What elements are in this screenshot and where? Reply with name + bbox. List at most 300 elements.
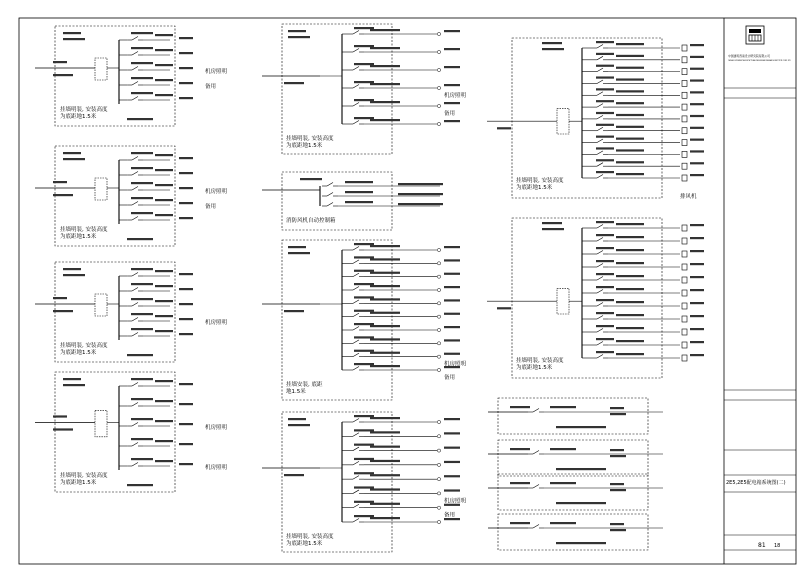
branch-breaker [348, 67, 364, 71]
cable-spec [370, 47, 400, 49]
breaker-blade [132, 288, 138, 292]
box-footnote [127, 354, 153, 356]
load-box-symbol [682, 225, 687, 231]
circuit-id [444, 447, 460, 449]
breaker-rating [354, 444, 374, 446]
cable-spec [616, 78, 644, 80]
load-box-symbol [682, 238, 687, 244]
circuit-label-lighting: 机房照明 [205, 189, 228, 195]
cable-spec [155, 400, 173, 402]
circuit-id [179, 318, 193, 320]
terminal-symbol [437, 315, 440, 318]
breaker-blade [597, 355, 603, 359]
breaker-rating [354, 296, 374, 298]
cable-spec [370, 517, 400, 519]
breaker-blade [353, 419, 359, 423]
circuit-id [179, 52, 193, 54]
circuit-label-spare: 备用 [444, 111, 456, 117]
cable-spec [616, 275, 644, 277]
terminal-symbol [437, 104, 440, 107]
box-rating [542, 48, 564, 50]
box-id [542, 222, 562, 224]
terminal-symbol [437, 355, 440, 358]
breaker-blade [132, 443, 138, 447]
breaker-blade [597, 251, 603, 255]
branch-breaker [592, 290, 608, 294]
branch-breaker [348, 353, 364, 357]
branch-breaker [592, 163, 608, 167]
breaker-rating [131, 212, 153, 214]
circuit-label-lighting: 机房照明 [444, 361, 467, 368]
box-install-note: 挂墙明装, 安装高度为底距地1.5米 [60, 227, 108, 240]
cable-spec [155, 420, 173, 422]
breaker-blade [353, 31, 359, 35]
feeder-spec [510, 522, 530, 524]
load-box-symbol [682, 57, 687, 63]
load-box-symbol [682, 175, 687, 181]
circuit-id [690, 354, 704, 356]
cable-spec [370, 417, 400, 419]
branch-breaker [348, 103, 364, 107]
branch-breaker [592, 115, 608, 119]
breaker-blade [353, 367, 359, 371]
breaker-rating [596, 351, 614, 353]
feeder-spec [497, 307, 511, 309]
breaker-blade [597, 151, 603, 155]
load-box-symbol [682, 116, 687, 122]
box-outline [498, 514, 648, 550]
circuit-id [444, 120, 460, 122]
breaker-blade [533, 451, 539, 455]
circuit-id [444, 102, 460, 104]
breaker-blade [132, 273, 138, 277]
box-outline [498, 398, 648, 434]
branch-breaker [592, 251, 608, 255]
cable-spec [155, 169, 173, 171]
breaker-rating [596, 53, 614, 55]
cable-spec [370, 119, 400, 121]
terminal-symbol [437, 328, 440, 331]
box-install-note: 挂墙明装, 安装高度为底距地1.5米 [286, 136, 334, 149]
terminal-symbol [437, 248, 440, 251]
breaker-rating [131, 47, 153, 49]
breaker-blade [353, 287, 359, 291]
breaker-rating [354, 45, 374, 47]
branch-breaker [127, 288, 143, 292]
breaker-blade [353, 490, 359, 494]
branch-breaker [127, 443, 143, 447]
cable-spec [155, 154, 173, 156]
meter-box [557, 108, 569, 134]
load-box-symbol [682, 104, 687, 110]
branch-breaker [592, 355, 608, 359]
circuit-id-2 [610, 455, 626, 457]
branch-breaker [592, 175, 608, 179]
branch-breaker [322, 203, 338, 207]
circuit-id [690, 150, 704, 152]
terminal-symbol [437, 32, 440, 35]
sheet-number: 81 [758, 542, 766, 549]
sheet-outer-border [19, 18, 796, 564]
breaker-blade [597, 139, 603, 143]
branch-breaker [127, 52, 143, 56]
load-box-symbol [682, 128, 687, 134]
circuit-id [444, 461, 460, 463]
breaker-rating [354, 486, 374, 488]
box-rating [63, 274, 85, 276]
cable-spec [370, 365, 400, 367]
breaker-rating [596, 273, 614, 275]
breaker-rating [596, 338, 614, 340]
terminal-symbol [437, 435, 440, 438]
breaker-rating [131, 328, 153, 330]
branch-breaker [127, 383, 143, 387]
box-footnote [127, 118, 153, 120]
terminal-symbol [437, 86, 440, 89]
circuit-id [179, 187, 193, 189]
breaker-rating [131, 398, 153, 400]
cable-spec [550, 448, 576, 450]
breaker-rating [131, 458, 153, 460]
cable-spec [616, 43, 644, 45]
breaker-rating [131, 32, 153, 34]
cable-spec [155, 184, 173, 186]
box-install-note: 消防风机自动控制箱 [286, 218, 336, 224]
breaker-rating [596, 65, 614, 67]
breaker-blade [353, 313, 359, 317]
circuit-id [690, 237, 704, 239]
branch-breaker [348, 247, 364, 251]
breaker-blade [353, 260, 359, 264]
terminal-symbol [437, 342, 440, 345]
breaker-rating [354, 270, 374, 272]
fan-control-box [262, 172, 443, 230]
breaker-blade [597, 115, 603, 119]
box-rating [288, 36, 310, 38]
cable-spec [370, 101, 400, 103]
box-rating [542, 228, 564, 230]
box-install-note: 挂墙明装, 安装高度为底距地1.5米 [516, 178, 564, 191]
terminal-symbol [437, 506, 440, 509]
circuit-label-spare: 备用 [205, 204, 217, 210]
branch-breaker [348, 300, 364, 304]
breaker-blade [132, 463, 138, 467]
breaker-rating [354, 501, 374, 503]
cable-spec [616, 102, 644, 104]
circuit-id [690, 79, 704, 81]
circuit-id [444, 286, 460, 288]
circuit-label-lighting-2: 机房照明 [205, 465, 228, 471]
load-box-symbol [682, 92, 687, 98]
branch-breaker [127, 97, 143, 101]
breaker-blade [597, 238, 603, 242]
breaker-blade [353, 103, 359, 107]
cable-spec [370, 272, 400, 274]
branch-breaker [592, 92, 608, 96]
branch-breaker [348, 287, 364, 291]
branch-breaker [592, 303, 608, 307]
drawing-title: 2E5,2E5配电箱系统图(二) [726, 480, 786, 486]
breaker-rating [131, 418, 153, 420]
feeder-spec-2 [53, 310, 73, 312]
circuit-id [690, 56, 704, 58]
cable-spec [616, 353, 644, 355]
breaker-blade [132, 37, 138, 41]
box-outline [498, 440, 648, 476]
breaker-rating [596, 299, 614, 301]
breaker-blade [353, 327, 359, 331]
circuit-id [179, 172, 193, 174]
breaker-blade [597, 68, 603, 72]
circuit-id [690, 44, 704, 46]
cable-spec [155, 94, 173, 96]
cable-spec [616, 90, 644, 92]
breaker-rating [131, 62, 153, 64]
circuit-id [610, 449, 624, 451]
branch-breaker [348, 519, 364, 523]
branch-breaker [127, 67, 143, 71]
breaker-rating [354, 81, 374, 83]
meter-box [95, 178, 107, 200]
breaker-blade [353, 121, 359, 125]
circuit-id [179, 82, 193, 84]
breaker-blade [533, 525, 539, 529]
breaker-rating [596, 286, 614, 288]
breaker-rating [131, 283, 153, 285]
box-id [63, 268, 81, 270]
cable-spec [155, 315, 173, 317]
box-note [556, 542, 606, 544]
cable-spec [616, 138, 644, 140]
breaker-blade [597, 329, 603, 333]
circuit-id-2 [610, 413, 626, 415]
sheet-total: 18 [774, 543, 781, 549]
circuit-label-exhaust-fan: 排风机 [680, 194, 697, 200]
branch-breaker [528, 485, 544, 489]
branch-breaker [592, 68, 608, 72]
right-box-2 [487, 218, 704, 378]
cable-spec [155, 270, 173, 272]
box-install-note: 挂墙安装, 底距地1.5米 [286, 382, 323, 395]
circuit-id [179, 383, 193, 385]
cable-spec [616, 249, 644, 251]
branch-breaker [348, 476, 364, 480]
breaker-rating [131, 298, 153, 300]
cable-spec [370, 503, 400, 505]
cable-spec [616, 223, 644, 225]
breaker-rating [596, 171, 614, 173]
circuit-id [690, 139, 704, 141]
circuit-label-lighting: 机房照明 [205, 425, 228, 431]
branch-breaker [592, 264, 608, 268]
branch-breaker [127, 463, 143, 467]
circuit-id [690, 315, 704, 317]
breaker-rating [596, 260, 614, 262]
box-footnote [127, 484, 153, 486]
load-box-symbol [682, 316, 687, 322]
breaker-blade [353, 247, 359, 251]
load-box-symbol [682, 290, 687, 296]
feeder-spec [53, 181, 67, 183]
circuit-id [444, 418, 460, 420]
branch-breaker [592, 80, 608, 84]
breaker-blade [327, 183, 333, 187]
box-note [556, 468, 606, 470]
circuit-id [444, 489, 460, 491]
box-install-note: 挂墙明装, 安装高度为底距地1.5米 [60, 343, 108, 356]
cable-spec [616, 301, 644, 303]
box-id [300, 178, 322, 180]
circuit-id [690, 224, 704, 226]
circuit-id [179, 202, 193, 204]
branch-breaker [322, 193, 338, 197]
branch-breaker [127, 423, 143, 427]
circuit-label-lighting: 机房照明 [205, 69, 228, 75]
load-box-symbol [682, 303, 687, 309]
breaker-blade [597, 303, 603, 307]
circuit-id [690, 302, 704, 304]
breaker-blade [353, 300, 359, 304]
feeder-spec-2 [53, 74, 73, 76]
cable-spec [155, 380, 173, 382]
cable-spec [370, 338, 400, 340]
feeder-spec-2 [53, 194, 73, 196]
feeder-spec [510, 482, 530, 484]
branch-breaker [127, 157, 143, 161]
breaker-rating [354, 117, 374, 119]
breaker-blade [132, 97, 138, 101]
cable-spec [370, 446, 400, 448]
branch-breaker [528, 409, 544, 413]
branch-breaker [592, 277, 608, 281]
title-block [724, 18, 796, 564]
terminal-symbol [437, 520, 440, 523]
branch-breaker [592, 329, 608, 333]
breaker-rating [596, 147, 614, 149]
circuit-id [179, 273, 193, 275]
cable-spec [616, 327, 644, 329]
circuit-id [179, 97, 193, 99]
breaker-rating [354, 27, 374, 29]
breaker-rating [354, 99, 374, 101]
branch-breaker [592, 45, 608, 49]
breaker-blade [597, 163, 603, 167]
middle-box-4 [262, 412, 467, 552]
cable-spec [550, 406, 576, 408]
feeder-spec [510, 406, 530, 408]
circuit-id [179, 288, 193, 290]
circuit-id [690, 263, 704, 265]
box-note [556, 426, 606, 428]
load-box-symbol [682, 264, 687, 270]
breaker-rating [596, 112, 614, 114]
box-id [288, 418, 306, 420]
breaker-rating [131, 438, 153, 440]
company-name: 中国建筑西南设计研究院有限公司 [728, 54, 770, 58]
circuit-label-spare: 备用 [444, 375, 456, 381]
breaker-blade [132, 187, 138, 191]
cable-spec [155, 330, 173, 332]
breaker-rating [596, 41, 614, 43]
circuit-id [690, 162, 704, 164]
breaker-blade [353, 504, 359, 508]
load-box-symbol [682, 45, 687, 51]
breaker-blade [353, 49, 359, 53]
circuit-id [444, 246, 460, 248]
cable-spec [370, 65, 400, 67]
cable-spec [550, 522, 576, 524]
load-box-symbol [682, 342, 687, 348]
breaker-blade [597, 175, 603, 179]
branch-breaker [592, 56, 608, 60]
breaker-blade [533, 409, 539, 413]
breaker-blade [132, 403, 138, 407]
breaker-rating [354, 310, 374, 312]
small-feeder-box-4 [488, 514, 663, 550]
breaker-rating [354, 323, 374, 325]
terminal-symbol [437, 288, 440, 291]
branch-breaker [127, 333, 143, 337]
cable-spec [370, 325, 400, 327]
circuit-id [444, 30, 460, 32]
breaker-rating [131, 378, 153, 380]
branch-breaker [528, 451, 544, 455]
feeder-spec-2 [53, 428, 73, 430]
circuit-id [179, 67, 193, 69]
cable-spec [370, 460, 400, 462]
cable-spec [616, 314, 644, 316]
branch-breaker [127, 172, 143, 176]
cable-spec [616, 173, 644, 175]
distribution-box-2 [35, 146, 228, 246]
feeder-spec [284, 474, 304, 476]
meter-box [557, 288, 569, 314]
circuit-id [179, 443, 193, 445]
cable-spec [155, 285, 173, 287]
branch-breaker [348, 490, 364, 494]
company-name-en: CHINA SOUTHWEST ARCHITECTURAL DESIGN AND RESEARCH INSTITUTE CORP. LTD [728, 61, 791, 62]
cable-spec [370, 285, 400, 287]
circuit-id [179, 403, 193, 405]
breaker-blade [597, 127, 603, 131]
breaker-blade [353, 85, 359, 89]
breaker-blade [597, 56, 603, 60]
breaker-blade [353, 340, 359, 344]
breaker-rating [354, 363, 374, 365]
cable-spec [370, 431, 400, 433]
cable-spec [550, 482, 576, 484]
small-feeder-box-2 [488, 440, 663, 476]
breaker-blade [132, 67, 138, 71]
breaker-blade [327, 193, 333, 197]
cable-spec [616, 114, 644, 116]
feeder-spec [284, 310, 304, 312]
breaker-rating [131, 313, 153, 315]
feeder-spec [53, 297, 67, 299]
circuit-id [179, 217, 193, 219]
branch-breaker [322, 183, 338, 187]
terminal-symbol [437, 449, 440, 452]
terminal-symbol [437, 463, 440, 466]
circuit-id [398, 183, 443, 185]
breaker-rating [354, 256, 374, 258]
branch-breaker [348, 260, 364, 264]
branch-breaker [348, 504, 364, 508]
terminal-symbol [437, 420, 440, 423]
cable-spec [370, 83, 400, 85]
breaker-blade [353, 67, 359, 71]
breaker-blade [353, 433, 359, 437]
